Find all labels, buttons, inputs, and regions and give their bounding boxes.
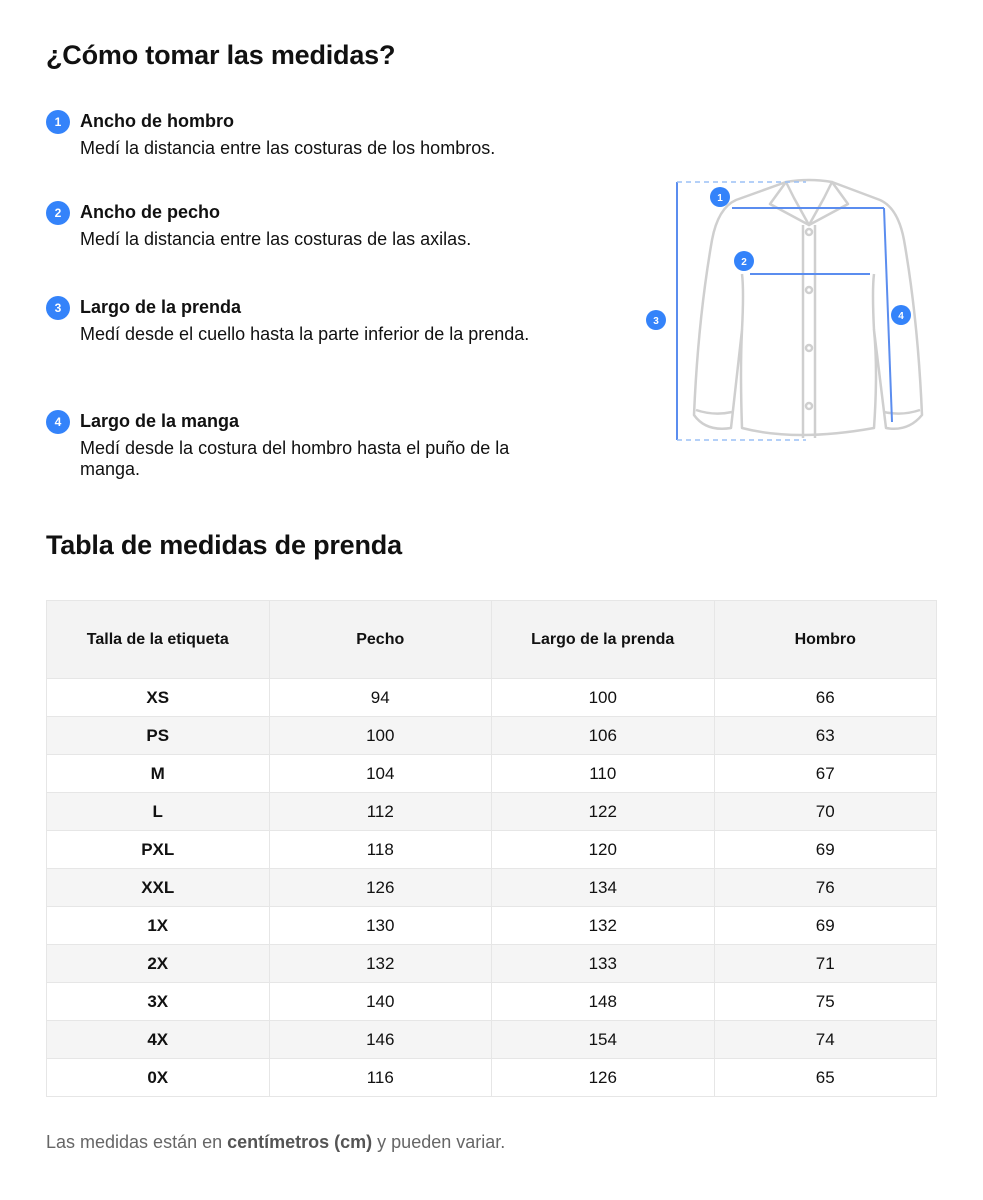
column-header-size-label: Talla de la etiqueta: [47, 601, 270, 679]
size-label-cell: XS: [47, 679, 270, 717]
table-row: [47, 679, 937, 717]
step-number-badge: 2: [46, 201, 70, 225]
column-header-shoulder: Hombro: [714, 601, 937, 679]
size-label-cell: 0X: [47, 1059, 270, 1097]
shoulder-cell: 71: [714, 945, 937, 983]
length-cell: 126: [492, 1059, 715, 1097]
shoulder-cell: 66: [714, 679, 937, 717]
chest-cell: 130: [269, 907, 492, 945]
size-label-cell: 3X: [47, 983, 270, 1021]
length-cell: 133: [492, 945, 715, 983]
chest-cell: 104: [269, 755, 492, 793]
size-label-cell: XXL: [47, 869, 270, 907]
column-header-chest: Pecho: [269, 601, 492, 679]
shoulder-cell: 74: [714, 1021, 937, 1059]
sleeve-line: [884, 208, 892, 422]
size-label-cell: PXL: [47, 831, 270, 869]
step-title: Largo de la manga: [80, 411, 240, 431]
table-header-row: [47, 601, 937, 679]
marker-1: [710, 187, 730, 207]
step-description: Medí la distancia entre las costuras de las axilas.: [80, 229, 472, 249]
marker-4: [891, 305, 911, 325]
size-label-cell: L: [47, 793, 270, 831]
chest-cell: 100: [269, 717, 492, 755]
shoulder-cell: 69: [714, 907, 937, 945]
length-cell: 148: [492, 983, 715, 1021]
size-label-cell: 1X: [47, 907, 270, 945]
chest-cell: 94: [269, 679, 492, 717]
footnote-units: centímetros (cm): [227, 1132, 373, 1152]
step-number-badge: 3: [46, 296, 70, 320]
length-cell: 110: [492, 755, 715, 793]
footnote-prefix: Las medidas están en: [46, 1132, 228, 1152]
shirt-measurement-diagram: [646, 170, 937, 455]
chest-cell: 118: [269, 831, 492, 869]
shoulder-cell: 76: [714, 869, 937, 907]
length-cell: 106: [492, 717, 715, 755]
column-header-length: Largo de la prenda: [492, 601, 715, 679]
table-row: [47, 907, 937, 945]
step-title: Ancho de pecho: [80, 202, 221, 222]
svg-text:3: 3: [653, 316, 659, 327]
measurement-lines: [677, 182, 892, 440]
shoulder-cell: 65: [714, 1059, 937, 1097]
size-label-cell: 4X: [47, 1021, 270, 1059]
length-cell: 134: [492, 869, 715, 907]
shoulder-cell: 75: [714, 983, 937, 1021]
marker-2: [734, 251, 754, 271]
table-row: [47, 717, 937, 755]
chest-cell: 126: [269, 869, 492, 907]
table-row: [47, 793, 937, 831]
table-row: [47, 983, 937, 1021]
size-table-body: [47, 679, 937, 1097]
shoulder-cell: 69: [714, 831, 937, 869]
chest-cell: 116: [269, 1059, 492, 1097]
chest-cell: 146: [269, 1021, 492, 1059]
step-description: Medí desde la costura del hombro hasta el puño de la manga.: [80, 438, 510, 479]
size-label-cell: 2X: [47, 945, 270, 983]
step-number-badge: 4: [46, 410, 70, 434]
shoulder-cell: 63: [714, 717, 937, 755]
how-to-measure-title: ¿Cómo tomar las medidas?: [46, 40, 396, 70]
step-title: Largo de la prenda: [80, 297, 242, 317]
step-title: Ancho de hombro: [80, 111, 234, 131]
length-cell: 154: [492, 1021, 715, 1059]
size-table-title: Tabla de medidas de prenda: [46, 530, 402, 560]
shoulder-cell: 70: [714, 793, 937, 831]
step-description: Medí la distancia entre las costuras de los hombros.: [80, 138, 496, 158]
step-number-badge: 1: [46, 110, 70, 134]
table-row: [47, 869, 937, 907]
length-cell: 120: [492, 831, 715, 869]
chest-cell: 140: [269, 983, 492, 1021]
size-label-cell: PS: [47, 717, 270, 755]
svg-text:4: 4: [898, 311, 904, 322]
units-footnote: [46, 1132, 505, 1153]
step-description: Medí desde el cuello hasta la parte inferior de la prenda.: [80, 324, 530, 344]
table-row: [47, 1059, 937, 1097]
footnote-suffix: y pueden variar.: [372, 1132, 506, 1152]
svg-text:1: 1: [717, 193, 723, 204]
svg-text:2: 2: [741, 257, 747, 268]
size-label-cell: M: [47, 755, 270, 793]
marker-3: [646, 310, 666, 330]
chest-cell: 112: [269, 793, 492, 831]
length-cell: 132: [492, 907, 715, 945]
length-cell: 100: [492, 679, 715, 717]
length-cell: 122: [492, 793, 715, 831]
table-row: [47, 755, 937, 793]
size-table: [46, 600, 937, 1097]
table-row: [47, 945, 937, 983]
shoulder-cell: 67: [714, 755, 937, 793]
chest-cell: 132: [269, 945, 492, 983]
table-row: [47, 831, 937, 869]
table-row: [47, 1021, 937, 1059]
